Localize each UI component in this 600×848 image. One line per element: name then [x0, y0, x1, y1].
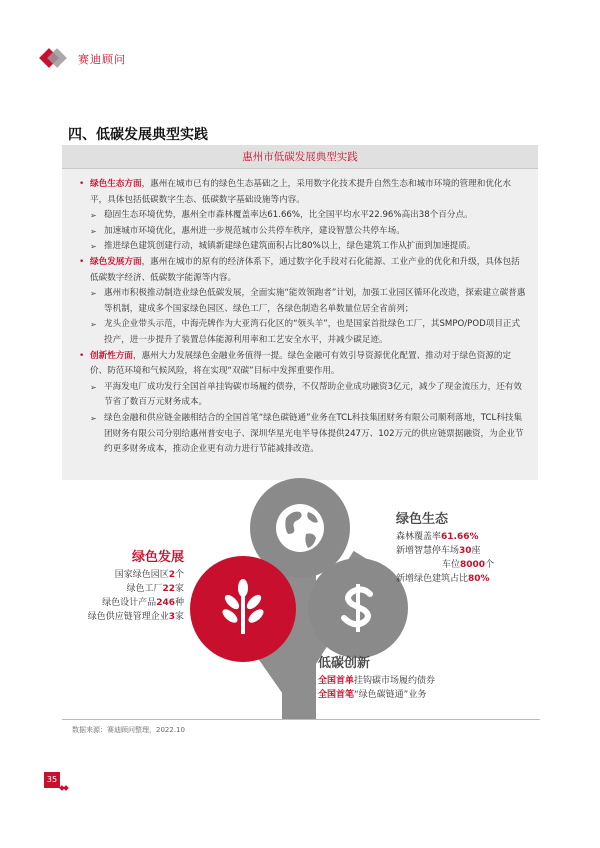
- label-text: 挂钩碳市场履约债券: [354, 676, 436, 686]
- label-unit: 家: [174, 612, 184, 622]
- label-value: 30: [459, 546, 472, 556]
- sub-text: 稳固生态环境优势，惠州全市森林覆盖率达61.66%，比全国平均水平22.96%高出38个百分点。: [104, 210, 473, 221]
- arrow-icon: ➢: [90, 413, 97, 423]
- label-value: 全国首单: [318, 676, 355, 686]
- eco-title: 绿色生态: [396, 512, 449, 527]
- list-item: [74, 255, 526, 286]
- leaf-branch-icon: [190, 556, 296, 662]
- label-text: 新增智慧停车场: [396, 546, 460, 556]
- sub-item: [74, 380, 526, 411]
- label-text: 绿色供应链管理企业: [87, 612, 169, 622]
- label-value: 80%: [468, 574, 490, 584]
- brand-name: 赛迪顾问: [78, 53, 126, 66]
- label-unit: 座: [471, 546, 481, 556]
- arrow-icon: ➢: [90, 289, 97, 299]
- item-text: ，惠州在城市已有的绿色生态基础之上，采用数字化技术提升自然生态和城市环境的管理和优化水平，具体包括低碳数字生态、低碳数字基础设施等内容。: [90, 179, 512, 205]
- sub-item: [74, 208, 526, 224]
- sub-text: 绿色金融和供应链金融相结合的全国首笔“绿色碳链通”业务在TCL科技集团财务有限公司顺利落地，TCL科技集团财务有限公司分别给惠州普安电子、深圳华星光电半导体提供247万、102万元的供应链票据融资，为企业节约更多财务成本，推动企业更有动力进行节能减排改造。: [104, 412, 524, 455]
- sub-item: [74, 286, 526, 317]
- sub-text: 推进绿色建筑创建行动，城镇新建绿色建筑面积占比80%以上，绿色建筑工作从扩面到加速提质。: [104, 241, 476, 252]
- label-text: 森林覆盖率: [396, 532, 442, 542]
- arrow-icon: ➢: [90, 211, 97, 221]
- bullet-icon: •: [79, 256, 85, 267]
- inno-title: 低碳创新: [318, 656, 371, 671]
- eco-line-1: [396, 530, 494, 544]
- list-item: [74, 177, 526, 208]
- box-body: [62, 169, 538, 458]
- dev-circle: [190, 556, 296, 662]
- label-text: 绿色设计产品: [102, 598, 157, 608]
- item-heading: 创新性方面: [90, 350, 133, 361]
- label-unit: 个: [174, 570, 184, 580]
- dev-line-3: [60, 596, 184, 610]
- sub-item: [74, 239, 526, 255]
- item-heading: 绿色生态方面: [90, 179, 142, 189]
- arrow-icon: ➢: [90, 242, 97, 252]
- dev-label: [60, 548, 184, 624]
- label-value: 3: [168, 612, 175, 622]
- dev-line-4: [60, 610, 184, 624]
- sub-text: 惠州市积极推动制造业绿色低碳发展，全面实施“能效领跑者”计划，加强工业园区循环化改造，探索建立碳普惠等机制，建成多个国家绿色园区、绿色工厂，各绿色制造名单数量位居全省前列；: [104, 288, 526, 314]
- arrow-icon: ➢: [90, 382, 97, 392]
- section-title: 四、低碳发展典型实践: [68, 127, 208, 143]
- label-text: 绿色工厂: [126, 584, 163, 594]
- sub-item: [74, 317, 526, 348]
- inno-label: [318, 654, 435, 702]
- label-text: “绿色碳链通”业务: [354, 690, 427, 700]
- label-value: 全国首笔: [318, 690, 355, 700]
- data-source: 数据来源：赛迪顾问整理，2022.10: [72, 726, 185, 734]
- label-value: 2: [168, 570, 175, 580]
- eco-line-4: [396, 572, 494, 586]
- brand-logo-icon: [40, 46, 68, 72]
- decor-dot: [63, 785, 69, 791]
- label-value: 22: [162, 584, 175, 594]
- label-unit: 家: [174, 584, 184, 594]
- box-title: 惠州市低碳发展典型实践: [62, 145, 538, 169]
- label-value: 246: [156, 598, 175, 608]
- eco-line-3: [396, 558, 494, 572]
- divider: [62, 719, 540, 720]
- sub-item: [74, 411, 526, 458]
- item-text: ，惠州在城市的原有的经济体系下，通过数字化手段对石化能源、工业产业的优化和升级，具体包括低碳数字经济、低碳数字能源等内容。: [90, 256, 520, 283]
- eco-line-2: [396, 544, 494, 558]
- label-unit: 种: [174, 598, 184, 608]
- label-text: 车位: [442, 560, 461, 570]
- arrow-icon: ➢: [90, 226, 97, 236]
- dev-title: 绿色发展: [131, 550, 184, 565]
- label-text: 新增绿色建筑占比: [396, 574, 469, 584]
- inno-line-1: [318, 674, 435, 688]
- practice-box: [62, 145, 538, 480]
- bullet-icon: •: [79, 179, 85, 189]
- bullet-icon: •: [79, 350, 85, 361]
- label-value: 61.66%: [441, 532, 479, 542]
- label-unit: 个: [485, 560, 495, 570]
- arrow-icon: ➢: [90, 320, 97, 330]
- sub-text: 龙头企业带头示范，中海壳牌作为大亚湾石化区的“领头羊”，也是国家首批绿色工厂，其SMPO/POD项目正式投产，进一步提升了装置总体能源利用率和工艺安全水平，并减少碳足迹。: [104, 319, 521, 345]
- eco-label: [396, 510, 494, 586]
- item-text: ，惠州大力发展绿色金融业务值得一提。绿色金融可有效引导资源优化配置、推动对于绿色资源的定价、防范环境和气候风险，将在实现“双碳”目标中发挥重要作用。: [90, 350, 512, 377]
- label-text: 国家绿色园区: [114, 570, 169, 580]
- sub-text: 加速城市环境优化，惠州进一步规范城市公共停车秩序，建设智慧公共停车场。: [104, 225, 405, 236]
- item-heading: 绿色发展方面: [90, 256, 142, 267]
- inno-circle: [308, 558, 408, 658]
- label-value: 8000: [460, 560, 486, 570]
- page-number: 35: [44, 772, 60, 788]
- page-header: [40, 46, 126, 72]
- sub-text: 平海发电厂成功发行全国首单挂钩碳市场履约债券，不仅帮助企业成功融资3亿元，减少了现金流压力，还有效节省了数百万元财务成本。: [104, 381, 522, 408]
- dev-line-1: [60, 568, 184, 582]
- sub-item: [74, 224, 526, 240]
- dev-line-2: [60, 582, 184, 596]
- dollar-icon: [308, 558, 408, 658]
- list-item: [74, 349, 526, 380]
- inno-line-2: [318, 688, 435, 702]
